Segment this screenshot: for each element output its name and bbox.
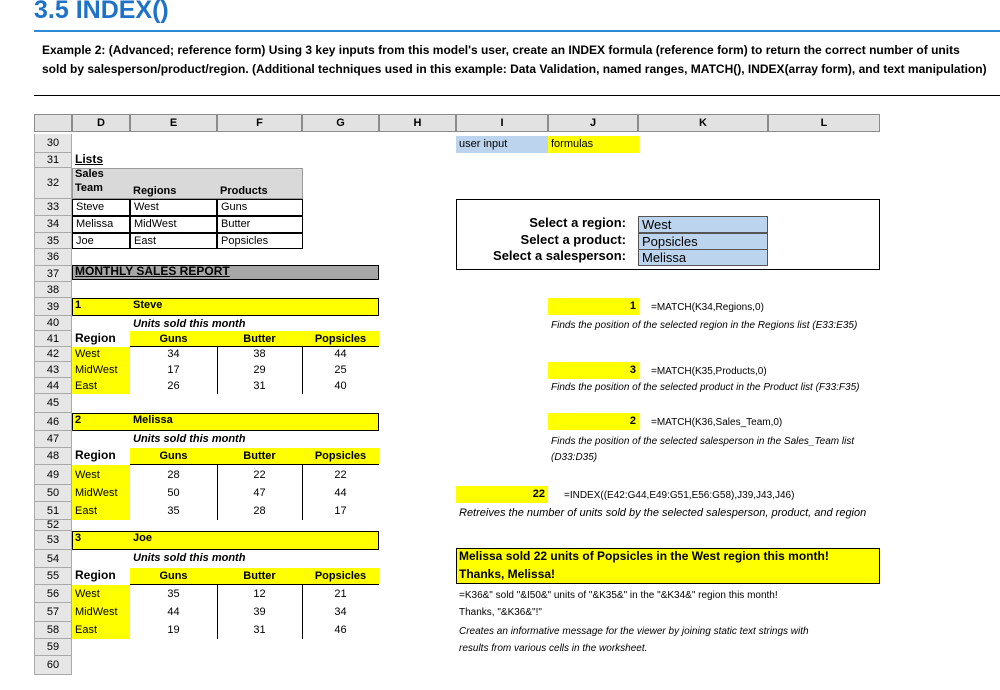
units-value: 46	[334, 624, 347, 636]
row-header-47[interactable]: 47	[34, 431, 72, 448]
column-divider	[217, 585, 218, 639]
column-header-d[interactable]: D	[72, 114, 130, 132]
message-note-2: results from various cells in the worksheet.	[459, 643, 648, 654]
salesperson-bar	[72, 298, 379, 316]
region-cell: West	[72, 465, 130, 485]
row-header-30[interactable]: 30	[34, 134, 72, 153]
column-header-g[interactable]: G	[302, 114, 379, 132]
units-value: 44	[334, 487, 347, 499]
region-cell: MidWest	[72, 485, 130, 502]
index-formula: =INDEX((E42:G44,E49:G51,E56:G58),J39,J43,J46)	[564, 490, 795, 501]
row-header-46[interactable]: 46	[34, 413, 72, 431]
legend-formulas: formulas	[548, 136, 639, 153]
units-sold-label: Units sold this month	[133, 552, 246, 564]
column-header-k[interactable]: K	[638, 114, 768, 132]
salesperson-number: 3	[75, 532, 82, 544]
message-line-2: Thanks, Melissa!	[459, 567, 556, 581]
person-match-value: 2	[548, 413, 639, 430]
person-label: Select a salesperson:	[493, 248, 626, 263]
units-value: 35	[167, 505, 180, 517]
units-value: 39	[253, 606, 266, 618]
list-cell-products: Popsicles	[217, 233, 303, 249]
units-value: 22	[334, 469, 347, 481]
units-value: 38	[253, 348, 266, 360]
region-cell: MidWest	[72, 362, 130, 378]
column-header-j[interactable]: J	[548, 114, 638, 132]
row-header-55[interactable]: 55	[34, 568, 72, 585]
units-value: 44	[334, 348, 347, 360]
product-header: Popsicles	[302, 448, 379, 465]
team-header: Sales Team	[75, 168, 104, 194]
list-cell-team: Melissa	[72, 216, 130, 233]
product-header: Guns	[130, 331, 217, 347]
list-cell-regions: MidWest	[130, 216, 217, 233]
units-value: 22	[253, 469, 266, 481]
example-description: Example 2: (Advanced; reference form) Using 3 key inputs from this model's user, create an INDEX formula (reference form) to return the correct number of units sold by salesperson/product/region. (Additional techniques used in this example: Data Validation, named ranges, MATCH(), INDEX(array form), and text manipulation)	[42, 43, 987, 76]
row-header-50[interactable]: 50	[34, 485, 72, 502]
corner-cell[interactable]	[34, 114, 72, 132]
region-cell: MidWest	[72, 603, 130, 622]
row-header-48[interactable]: 48	[34, 448, 72, 465]
message-formula-2: Thanks, "&K36&"!"	[459, 607, 542, 618]
units-value: 34	[334, 606, 347, 618]
list-cell-regions: West	[130, 199, 217, 216]
index-note: Retreives the number of units sold by the selected salesperson, product, and region	[459, 507, 867, 519]
units-value: 29	[253, 364, 266, 376]
row-header-45[interactable]: 45	[34, 394, 72, 413]
person-select[interactable]: Melissa	[638, 249, 768, 266]
row-header-38[interactable]: 38	[34, 282, 72, 298]
row-header-31[interactable]: 31	[34, 153, 72, 168]
salesperson-bar	[72, 413, 379, 431]
units-value: 35	[167, 588, 180, 600]
legend-user-input: user input	[456, 136, 548, 153]
units-value: 40	[334, 380, 347, 392]
row-header-40[interactable]: 40	[34, 316, 72, 331]
column-divider	[217, 347, 218, 394]
column-header-i[interactable]: I	[456, 114, 548, 132]
regions-header: Regions	[133, 185, 177, 197]
person-match-note-range: (D33:D35)	[551, 452, 598, 463]
salesperson-number: 2	[75, 414, 82, 426]
row-header-58[interactable]: 58	[34, 622, 72, 639]
region-match-formula: =MATCH(K34,Regions,0)	[651, 302, 764, 313]
row-header-44[interactable]: 44	[34, 378, 72, 394]
row-header-37[interactable]: 37	[34, 266, 72, 282]
list-cell-team: Steve	[72, 199, 130, 216]
units-sold-label: Units sold this month	[133, 318, 246, 330]
region-match-note: Finds the position of the selected region in the Regions list (E33:E35)	[551, 320, 858, 331]
region-cell: East	[72, 378, 130, 394]
units-sold-label: Units sold this month	[133, 433, 246, 445]
product-header: Butter	[217, 568, 302, 585]
list-cell-products: Guns	[217, 199, 303, 216]
row-header-36[interactable]: 36	[34, 249, 72, 266]
message-note-1: Creates an informative message for the viewer by joining static text strings with	[459, 626, 809, 637]
row-header-51[interactable]: 51	[34, 502, 72, 520]
report-title: MONTHLY SALES REPORT	[75, 264, 230, 278]
row-header-56[interactable]: 56	[34, 585, 72, 603]
row-header-57[interactable]: 57	[34, 603, 72, 622]
lists-title: Lists	[75, 152, 104, 166]
column-header-l[interactable]: L	[768, 114, 880, 132]
message-formula-1: =K36&" sold "&I50&" units of "&K35&" in the "&K34&" region this month!	[459, 590, 778, 601]
units-value: 47	[253, 487, 266, 499]
region-cell: West	[72, 347, 130, 362]
region-cell: East	[72, 622, 130, 639]
units-value: 28	[253, 505, 266, 517]
column-divider	[217, 465, 218, 520]
region-select[interactable]: West	[638, 216, 768, 233]
person-match-formula: =MATCH(K36,Sales_Team,0)	[651, 417, 783, 428]
product-header: Guns	[130, 448, 217, 465]
units-value: 19	[167, 624, 180, 636]
product-header: Guns	[130, 568, 217, 585]
salesperson-number: 1	[75, 299, 82, 311]
row-header-39[interactable]: 39	[34, 298, 72, 316]
region-cell: West	[72, 585, 130, 603]
product-header: Butter	[217, 448, 302, 465]
row-header-32[interactable]: 32	[34, 168, 72, 199]
units-value: 31	[253, 624, 266, 636]
region-cell: East	[72, 502, 130, 520]
row-header-52[interactable]: 52	[34, 520, 72, 531]
product-select[interactable]: Popsicles	[638, 233, 768, 250]
row-header-42[interactable]: 42	[34, 347, 72, 362]
product-match-note: Finds the position of the selected product in the Product list (F33:F35)	[551, 382, 860, 393]
row-header-43[interactable]: 43	[34, 362, 72, 378]
units-value: 31	[253, 380, 266, 392]
person-match-note: Finds the position of the selected salesperson in the Sales_Team list	[551, 436, 855, 447]
units-value: 28	[167, 469, 180, 481]
units-value: 50	[167, 487, 180, 499]
row-header-35[interactable]: 35	[34, 233, 72, 249]
units-value: 17	[334, 505, 347, 517]
row-header-41[interactable]: 41	[34, 331, 72, 347]
product-header: Popsicles	[302, 331, 379, 347]
salesperson-name: Joe	[133, 532, 152, 544]
product-match-formula: =MATCH(K35,Products,0)	[651, 366, 767, 377]
list-cell-team: Joe	[72, 233, 130, 249]
region-column-label: Region	[75, 448, 116, 462]
product-label: Select a product:	[520, 232, 626, 247]
row-header-59[interactable]: 59	[34, 639, 72, 656]
region-column-label: Region	[75, 568, 116, 582]
row-header-60[interactable]: 60	[34, 656, 72, 675]
list-cell-regions: East	[130, 233, 217, 249]
title-rule	[34, 30, 1000, 32]
page-title: 3.5 INDEX()	[34, 0, 169, 24]
units-value: 25	[334, 364, 347, 376]
units-value: 26	[167, 380, 180, 392]
column-divider	[302, 347, 303, 394]
salesperson-name: Steve	[133, 299, 163, 311]
salesperson-name: Melissa	[133, 414, 173, 426]
units-value: 12	[253, 588, 266, 600]
row-header-54[interactable]: 54	[34, 550, 72, 568]
column-header-h[interactable]: H	[379, 114, 456, 132]
column-header-e[interactable]: E	[130, 114, 217, 132]
list-cell-products: Butter	[217, 216, 303, 233]
column-divider	[302, 585, 303, 639]
column-divider	[302, 465, 303, 520]
region-column-label: Region	[75, 331, 116, 345]
product-header: Popsicles	[302, 568, 379, 585]
units-value: 34	[167, 348, 180, 360]
message-line-1: Melissa sold 22 units of Popsicles in the West region this month!	[459, 549, 829, 563]
units-value: 17	[167, 364, 180, 376]
units-value: 44	[167, 606, 180, 618]
row-header-34[interactable]: 34	[34, 216, 72, 233]
row-header-33[interactable]: 33	[34, 199, 72, 216]
units-value: 21	[334, 588, 347, 600]
region-match-value: 1	[548, 298, 639, 315]
description-rule	[34, 95, 1000, 96]
column-header-f[interactable]: F	[217, 114, 302, 132]
index-result-value: 22	[456, 486, 548, 503]
row-header-49[interactable]: 49	[34, 465, 72, 485]
region-label: Select a region:	[529, 215, 626, 230]
product-match-value: 3	[548, 362, 639, 379]
products-header: Products	[220, 185, 268, 197]
row-header-53[interactable]: 53	[34, 531, 72, 550]
salesperson-bar	[72, 531, 379, 550]
product-header: Butter	[217, 331, 302, 347]
